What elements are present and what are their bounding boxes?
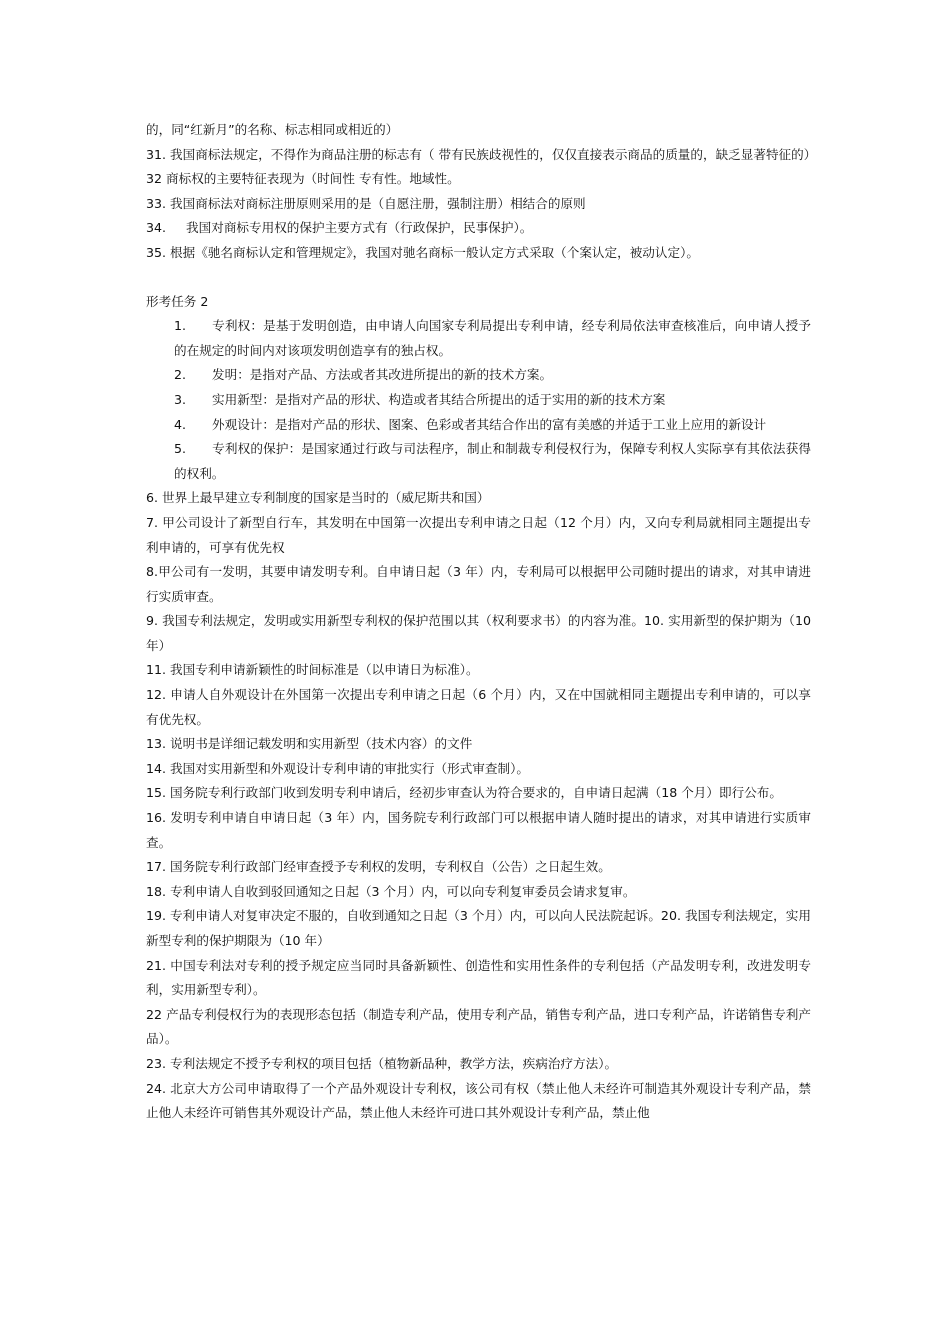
definition-text: 实用新型：是指对产品的形状、构造或者其结合所提出的适于实用的新的技术方案 — [212, 391, 666, 407]
question-paragraph: 13. 说明书是详细记载发明和实用新型（技术内容）的文件 — [146, 736, 473, 752]
definition-item — [174, 413, 811, 438]
definition-item — [174, 314, 811, 363]
question-paragraph: 12. 申请人自外观设计在外国第一次提出专利申请之日起（6 个月）内，又在中国就相同主题提出专利申请的，可以享有优先权。 — [146, 687, 811, 727]
trademark-section — [146, 118, 817, 266]
definitions-list — [146, 314, 811, 486]
question-paragraph: 19. 专利申请人对复审决定不服的，自收到通知之日起（3 个月）内，可以向人民法院起诉。20. 我国专利法规定，实用新型专利的保护期限为（10 年） — [146, 908, 811, 948]
question-paragraph: 23. 专利法规定不授予专利权的项目包括（植物新品种，教学方法，疾病治疗方法）。 — [146, 1055, 618, 1071]
section-title: 形考任务 2 — [146, 293, 209, 309]
definition-number: 4. — [174, 416, 187, 432]
question-paragraph: 15. 国务院专利行政部门收到发明专利申请后，经初步审查认为符合要求的，自申请日起满（18 个月）即行公布。 — [146, 785, 782, 801]
document-body — [146, 118, 817, 1126]
question-paragraph: 9. 我国专利法规定，发明或实用新型专利权的保护范围以其（权利要求书）的内容为准。10. 实用新型的保护期为（10 年） — [146, 613, 816, 653]
definition-text: 发明：是指对产品、方法或者其改进所提出的新的技术方案。 — [212, 367, 553, 383]
definition-number: 3. — [174, 391, 187, 407]
question-paragraph: 34. 我国对商标专用权的保护主要方式有（行政保护，民事保护）。 — [146, 220, 533, 236]
definition-number: 2. — [174, 367, 187, 383]
section-gap — [146, 266, 811, 290]
definition-number: 1. — [174, 318, 187, 334]
question-paragraph: 6. 世界上最早建立专利制度的国家是当时的（威尼斯共和国） — [146, 490, 490, 506]
definition-item — [174, 388, 811, 413]
question-paragraph: 18. 专利申请人自收到驳回通知之日起（3 个月）内，可以向专利复审委员会请求复审。 — [146, 883, 636, 899]
question-paragraph: 的，同“红新月”的名称、标志相同或相近的） — [146, 122, 399, 137]
question-paragraph: 32 商标权的主要特征表现为（时间性 专有性。地域性。 — [146, 171, 460, 187]
question-paragraph: 24. 北京大方公司申请取得了一个产品外观设计专利权，该公司有权（禁止他人未经许可制造其外观设计专利产品，禁止他人未经许可销售其外观设计产品，禁止他人未经许可进口其外观设计专利产品，禁止他 — [146, 1080, 811, 1121]
patent-questions — [146, 486, 816, 1125]
definition-item — [174, 363, 811, 388]
definition-text: 外观设计：是指对产品的形状、图案、色彩或者其结合作出的富有美感的并适于工业上应用的新设计 — [212, 416, 767, 432]
question-paragraph: 31. 我国商标法规定，不得作为商品注册的标志有（ 带有民族歧视性的，仅仅直接表示商品的质量的，缺乏显著特征的） — [146, 146, 817, 162]
question-paragraph: 35. 根据《驰名商标认定和管理规定》，我国对驰名商标一般认定方式采取（个案认定，被动认定）。 — [146, 244, 699, 260]
definition-item — [174, 437, 811, 486]
definition-text: 专利权：是基于发明创造，由申请人向国家专利局提出专利申请，经专利局依法审查核准后，向申请人授予的在规定的时间内对该项发明创造享有的独占权。 — [174, 318, 811, 358]
question-paragraph: 22 产品专利侵权行为的表现形态包括（制造专利产品，使用专利产品，销售专利产品，进口专利产品，许诺销售专利产品）。 — [146, 1006, 811, 1047]
definition-number: 5. — [174, 441, 187, 457]
question-paragraph: 11. 我国专利申请新颖性的时间标准是（以申请日为标准）。 — [146, 662, 479, 678]
question-paragraph: 7. 甲公司设计了新型自行车，其发明在中国第一次提出专利申请之日起（12 个月）内，又向专利局就相同主题提出专利申请的，可享有优先权 — [146, 514, 811, 555]
definition-text: 专利权的保护：是国家通过行政与司法程序，制止和制裁专利侵权行为，保障专利权人实际享有其依法获得的权利。 — [174, 441, 811, 481]
question-paragraph: 16. 发明专利申请自申请日起（3 年）内，国务院专利行政部门可以根据申请人随时提出的请求，对其申请进行实质审查。 — [146, 810, 811, 850]
question-paragraph: 33. 我国商标法对商标注册原则采用的是（自愿注册，强制注册）相结合的原则 — [146, 195, 586, 211]
question-paragraph: 8.甲公司有一发明，其要申请发明专利。自申请日起（3 年）内，专利局可以根据甲公司随时提出的请求，对其申请进行实质审查。 — [146, 564, 811, 604]
question-paragraph: 21. 中国专利法对专利的授予规定应当同时具备新颖性、创造性和实用性条件的专利包括（产品发明专利，改进发明专利，实用新型专利）。 — [146, 957, 811, 998]
question-paragraph: 14. 我国对实用新型和外观设计专利申请的审批实行（形式审查制）。 — [146, 760, 529, 776]
question-paragraph: 17. 国务院专利行政部门经审查授予专利权的发明，专利权自（公告）之日起生效。 — [146, 859, 611, 875]
